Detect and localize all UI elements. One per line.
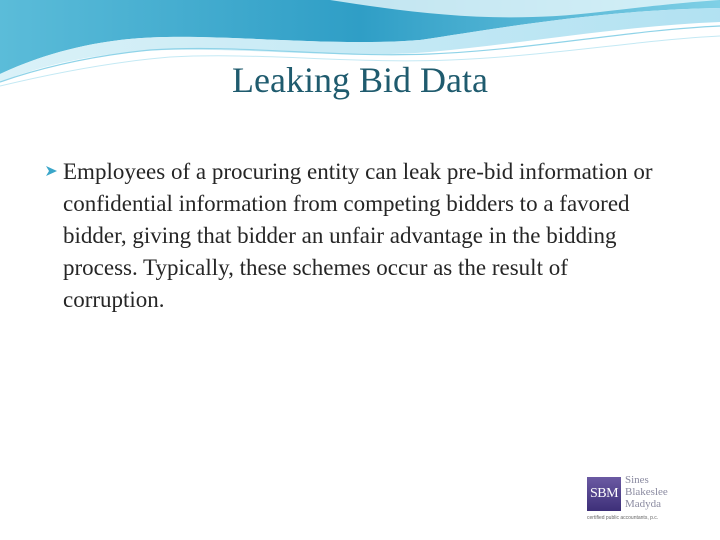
company-logo — [584, 470, 694, 526]
logo-names — [625, 474, 685, 510]
bullet-arrow-icon — [44, 163, 60, 179]
slide-title: Leaking Bid Data — [232, 60, 488, 100]
logo-mark: SBM — [587, 477, 621, 511]
logo-tagline: certified public accountants, p.c. — [587, 515, 659, 521]
logo-name-line: Madyda — [625, 498, 662, 510]
slide-content — [44, 156, 664, 316]
bullet-text: Employees of a procuring entity can leak pre-bid information or confidential information from competing bidders to a favored bidder, giving that bidder an unfair advantage in the bidding process. Typically, these schemes occur as the result of corruption. — [63, 159, 653, 312]
logo-name-line: Blakeslee — [625, 486, 668, 498]
bullet-item — [44, 156, 664, 316]
logo-name-line: Sines — [625, 474, 649, 486]
